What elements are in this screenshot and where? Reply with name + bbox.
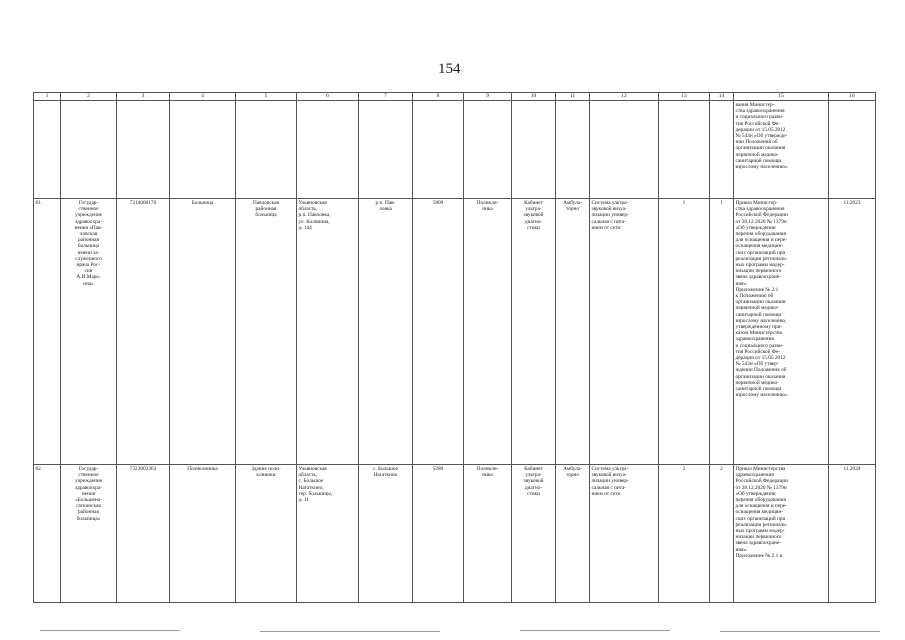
building-name: Здание поли- клиники xyxy=(236,465,297,603)
column-number: 3 xyxy=(117,93,170,101)
equipment-name: Система ультра- звуковой визуа- лизации универ- сальная с пита- нием от сети xyxy=(590,199,659,465)
column-number: 2 xyxy=(61,93,117,101)
empty-cell xyxy=(512,101,556,199)
column-number: 14 xyxy=(710,93,734,101)
empty-cell xyxy=(170,101,236,199)
scan-dash xyxy=(40,630,180,631)
column-number: 9 xyxy=(464,93,512,101)
legal-basis-continuation: вания Министер- ства здравоохранения и социального разви- тия Российской Фе- дерации от 15.05.2012 № 543н «Об утвержде- нии Положения об организации оказания первичной медико- санитарной помощи взрослому населению» xyxy=(734,101,829,199)
page-number: 154 xyxy=(438,61,461,77)
facility-type: Больница xyxy=(170,199,236,465)
scan-dash xyxy=(260,631,440,632)
date: 11.2023 xyxy=(829,199,876,465)
legal-basis: Приказ Министер- ства здравоохранения Российской Федерации от 28.12.2020 № 1379н «Об утверждении перечня оборудования для оснащения и пере- оснащения медицин- ских организаций при реализации региональ- ных программ модер- низации первичного звена здравоохране- ния». Приложение № 2.1 к Положению об организации оказания первичной медико- санитарной помощи взрослому населению, утверждённому при- казом Министерства здравоохранения и социального разви- тия Российской Фе- дерации от 15.05.2012 № 543н «Об утвер- ждении Положения об организации оказания первичной медико- санитарной помощи взрослому населению» xyxy=(734,199,829,465)
scan-edge-marks xyxy=(0,624,905,640)
population: 5809 xyxy=(413,199,464,465)
empty-cell xyxy=(413,101,464,199)
row-number: 81. xyxy=(34,199,61,465)
building-name: Павловская районная больница xyxy=(236,199,297,465)
empty-cell xyxy=(590,101,659,199)
column-number: 12 xyxy=(590,93,659,101)
column-number: 11 xyxy=(556,93,590,101)
column-number: 8 xyxy=(413,93,464,101)
address: Ульяновская область, с. Большое Нагаткино, тер. больницы, д. 11 xyxy=(297,465,359,603)
organization-code: 7323003363 xyxy=(117,465,170,603)
empty-cell xyxy=(34,101,61,199)
column-number-row xyxy=(34,93,876,101)
room: Кабинет ультра- звуковой диагно- стики xyxy=(512,199,556,465)
scan-dash xyxy=(720,631,880,632)
quantity-b: 1 xyxy=(710,199,734,465)
quantity-a: 1 xyxy=(659,199,710,465)
quantity-a: 2 xyxy=(659,465,710,603)
care-mode: Амбула- торно xyxy=(556,465,590,603)
locality: с. Большое Нагаткино xyxy=(359,465,413,603)
legal-basis: Приказ Министерства здравоохранения Российской Федерации от 28.12.2020 № 1379н «Об утверждении перечня оборудования для оснащения и пере- оснащения медицин- ских организаций при реализации региональ- ных программ модер- низации первичного звена здравоохране- ния». Приложение № 2.1 к xyxy=(734,465,829,603)
facility-type: Поликлиника xyxy=(170,465,236,603)
empty-cell xyxy=(359,101,413,199)
empty-cell xyxy=(829,101,876,199)
equipment-name: Система ультра- звуковой визуа- лизации универ- сальная с пита- нием от сети xyxy=(590,465,659,603)
column-number: 15 xyxy=(734,93,829,101)
row-number: 82. xyxy=(34,465,61,603)
unit: Поликли- ника xyxy=(464,199,512,465)
unit: Поликли- ника xyxy=(464,465,512,603)
empty-cell xyxy=(464,101,512,199)
empty-cell xyxy=(61,101,117,199)
column-number: 7 xyxy=(359,93,413,101)
column-number: 4 xyxy=(170,93,236,101)
population: 5280 xyxy=(413,465,464,603)
organization-name: Государ- ственное учреждение здравоохра- нения «Большена- гаткинская районная больница» xyxy=(61,465,117,603)
empty-cell xyxy=(659,101,710,199)
locality: р.п. Пав- ловка xyxy=(359,199,413,465)
table-row xyxy=(34,199,876,465)
empty-cell xyxy=(710,101,734,199)
date: 11.2024 xyxy=(829,465,876,603)
continuation-row xyxy=(34,101,876,199)
column-number: 10 xyxy=(512,93,556,101)
column-number: 5 xyxy=(236,93,297,101)
empty-cell xyxy=(297,101,359,199)
empty-cell xyxy=(236,101,297,199)
care-mode: Амбула- торно xyxy=(556,199,590,465)
table-row xyxy=(34,465,876,603)
column-number: 6 xyxy=(297,93,359,101)
empty-cell xyxy=(117,101,170,199)
column-number: 1 xyxy=(34,93,61,101)
quantity-b: 2 xyxy=(710,465,734,603)
column-number: 13 xyxy=(659,93,710,101)
room: Кабинет ультра- звуковой диагно- стики xyxy=(512,465,556,603)
column-number: 16 xyxy=(829,93,876,101)
empty-cell xyxy=(556,101,590,199)
address: Ульяновская область, р.п. Павловка, ул. Калинина, д. 144 xyxy=(297,199,359,465)
organization-code: 7314000170 xyxy=(117,199,170,465)
equipment-registry-table xyxy=(33,92,876,603)
organization-name: Государ- ственное учреждение здравоохра- нения «Пав- ловская районная больница имени за- служенного врача Рос- сии А.И.Марь- ина» xyxy=(61,199,117,465)
scan-dash xyxy=(520,630,670,631)
